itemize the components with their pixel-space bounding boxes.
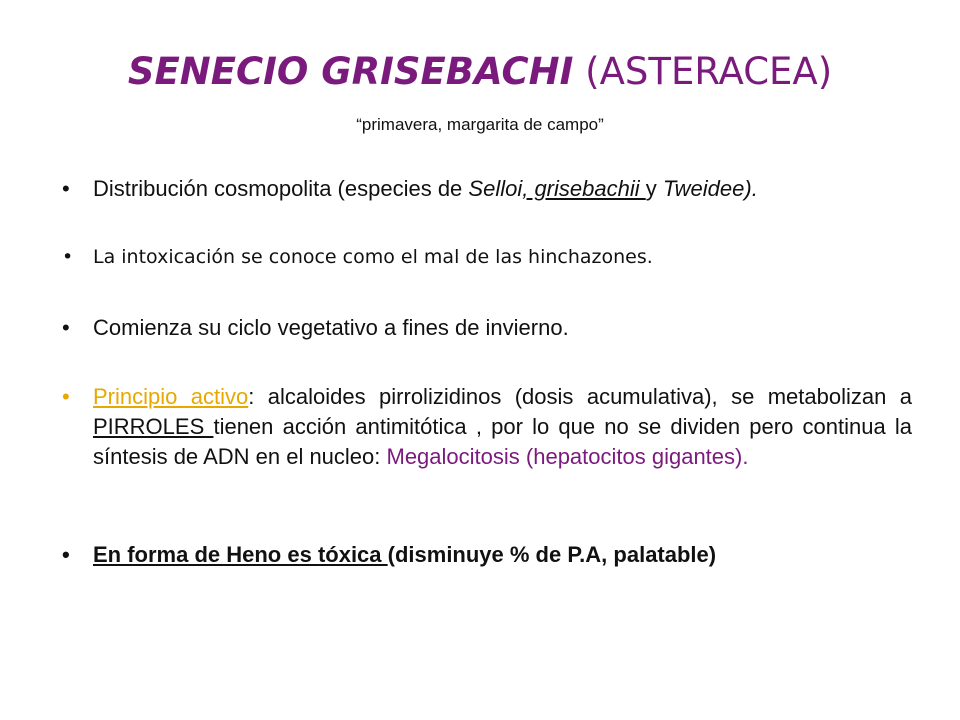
bullet-dot: • xyxy=(62,176,70,201)
slide-title xyxy=(0,48,960,96)
bullet-cycle xyxy=(62,313,912,343)
bullet-hay xyxy=(62,540,912,570)
bullet-distribution xyxy=(62,174,912,204)
term-pirroles: PIRROLES xyxy=(93,414,214,439)
bullet-text: Distribución cosmopolita (especies de Selloi, grisebachii y Tweidee). xyxy=(93,176,758,201)
title-species: SENECIO GRISEBACHI xyxy=(127,50,574,93)
bullet-text: La intoxicación se conoce como el mal de las hinchazones. xyxy=(93,246,653,268)
species-selloi: Selloi xyxy=(468,176,523,201)
slide-subtitle: “primavera, margarita de campo” xyxy=(356,115,604,134)
bullet-intoxication xyxy=(62,242,912,272)
term-principio-activo: Principio activo xyxy=(93,384,249,409)
bullet-active-principle xyxy=(62,382,912,472)
bullet-text: Principio activo: alcaloides pirrolizidinos (dosis acumulativa), se metabolizan a PIRROLES tienen acción antimitótica , por lo que no se dividen pero continua la síntesis de ADN en el nucleo: Megalocitosis (hepatocitos gigantes). xyxy=(93,384,913,469)
bullet-dot: • xyxy=(62,315,70,340)
term-megalocitosis: Megalocitosis (hepatocitos gigantes) xyxy=(386,444,743,469)
bullet-dot: • xyxy=(62,542,70,567)
species-tweidee: Tweidee). xyxy=(656,176,758,201)
bullet-dot: • xyxy=(62,246,74,268)
bullet-text: Comienza su ciclo vegetativo a fines de invierno. xyxy=(93,315,569,340)
species-grisebachii: , grisebachii xyxy=(522,176,646,201)
title-family: (ASTERACEA) xyxy=(585,50,833,93)
bullet-text: En forma de Heno es tóxica (disminuye % de P.A, palatable) xyxy=(93,542,717,567)
bullet-dot: • xyxy=(62,384,70,409)
hay-toxic: En forma de Heno es tóxica xyxy=(93,542,388,567)
